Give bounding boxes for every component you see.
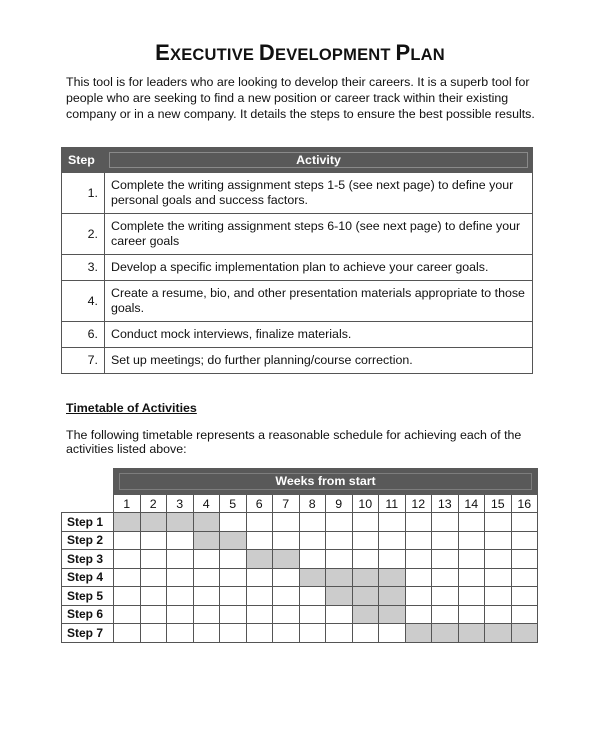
- schedule-cell: [485, 624, 512, 643]
- schedule-cell: [379, 587, 406, 606]
- schedule-cell: [458, 531, 485, 550]
- schedule-cell: [273, 624, 300, 643]
- schedule-cell: [167, 587, 194, 606]
- schedule-cell: [432, 624, 459, 643]
- schedule-cell: [326, 587, 353, 606]
- schedule-cell: [299, 568, 326, 587]
- schedule-cell: [326, 624, 353, 643]
- schedule-cell: [220, 513, 247, 532]
- schedule-cell: [485, 605, 512, 624]
- timetable-description: The following timetable represents a reasonable schedule for achieving each of the activities listed above:: [66, 428, 522, 456]
- schedule-cell: [299, 605, 326, 624]
- schedule-cell: [352, 550, 379, 569]
- week-number: 9: [326, 495, 353, 513]
- schedule-cell: [352, 568, 379, 587]
- step-number: 1.: [62, 173, 105, 214]
- schedule-cell: [140, 605, 167, 624]
- step-number: 7.: [62, 348, 105, 374]
- page-title: [0, 40, 600, 66]
- schedule-cell: [299, 550, 326, 569]
- activity-text: Conduct mock interviews, finalize materials.: [105, 322, 533, 348]
- schedule-cell: [246, 531, 273, 550]
- table-row: [62, 281, 533, 322]
- week-number: 12: [405, 495, 432, 513]
- schedule-cell: [405, 587, 432, 606]
- title-initial: E: [155, 40, 170, 65]
- schedule-cell: [167, 513, 194, 532]
- timetable-row: [62, 513, 538, 532]
- schedule-cell: [140, 568, 167, 587]
- schedule-cell: [485, 550, 512, 569]
- schedule-cell: [432, 550, 459, 569]
- week-number: 14: [458, 495, 485, 513]
- corner-cell: [62, 495, 114, 513]
- step-label: Step 3: [62, 550, 114, 569]
- timetable-row: [62, 531, 538, 550]
- schedule-cell: [114, 531, 141, 550]
- schedule-cell: [220, 624, 247, 643]
- schedule-cell: [458, 624, 485, 643]
- activity-text: Complete the writing assignment steps 1-5 (see next page) to define your personal goals and success factors.: [105, 173, 533, 214]
- schedule-cell: [379, 513, 406, 532]
- schedule-cell: [511, 550, 538, 569]
- table-row: [62, 348, 533, 374]
- step-label: Step 1: [62, 513, 114, 532]
- schedule-cell: [485, 531, 512, 550]
- week-number: 1: [114, 495, 141, 513]
- week-number: 10: [352, 495, 379, 513]
- title-rest: EVELOPMENT: [275, 46, 396, 64]
- schedule-cell: [167, 531, 194, 550]
- table-row: [62, 173, 533, 214]
- timetable-row: [62, 605, 538, 624]
- schedule-cell: [432, 587, 459, 606]
- week-number: 2: [140, 495, 167, 513]
- week-number: 13: [432, 495, 459, 513]
- step-label: Step 4: [62, 568, 114, 587]
- timetable-table: [61, 468, 538, 643]
- schedule-cell: [114, 568, 141, 587]
- schedule-cell: [220, 605, 247, 624]
- schedule-cell: [273, 513, 300, 532]
- schedule-cell: [167, 605, 194, 624]
- schedule-cell: [511, 531, 538, 550]
- schedule-cell: [193, 531, 220, 550]
- step-number: 2.: [62, 214, 105, 255]
- schedule-cell: [193, 624, 220, 643]
- schedule-cell: [379, 531, 406, 550]
- schedule-cell: [405, 550, 432, 569]
- schedule-cell: [140, 531, 167, 550]
- schedule-cell: [167, 550, 194, 569]
- schedule-cell: [246, 624, 273, 643]
- title-initial: D: [258, 40, 275, 65]
- schedule-cell: [246, 587, 273, 606]
- schedule-cell: [193, 568, 220, 587]
- timetable-heading: Timetable of Activities: [66, 401, 197, 415]
- schedule-cell: [114, 605, 141, 624]
- schedule-cell: [167, 568, 194, 587]
- schedule-cell: [114, 587, 141, 606]
- schedule-cell: [485, 513, 512, 532]
- schedule-cell: [352, 587, 379, 606]
- schedule-cell: [140, 624, 167, 643]
- schedule-cell: [140, 513, 167, 532]
- schedule-cell: [379, 550, 406, 569]
- title-rest: LAN: [410, 46, 445, 64]
- schedule-cell: [246, 550, 273, 569]
- schedule-cell: [140, 550, 167, 569]
- week-number: 6: [246, 495, 273, 513]
- week-number: 5: [220, 495, 247, 513]
- schedule-cell: [405, 568, 432, 587]
- schedule-cell: [114, 550, 141, 569]
- week-number: 16: [511, 495, 538, 513]
- corner-cell: [62, 469, 114, 495]
- intro-paragraph: This tool is for leaders who are looking to develop their careers. It is a superb tool for people who are seeking to find a new position or career track within their existing company or in a new company. It details the steps to ensure the best possible results.: [66, 75, 535, 121]
- schedule-cell: [485, 587, 512, 606]
- schedule-cell: [432, 568, 459, 587]
- schedule-cell: [352, 513, 379, 532]
- step-column-header: Step: [62, 148, 105, 173]
- schedule-cell: [246, 513, 273, 532]
- schedule-cell: [273, 550, 300, 569]
- schedule-cell: [432, 605, 459, 624]
- schedule-cell: [273, 531, 300, 550]
- activity-text: Set up meetings; do further planning/course correction.: [105, 348, 533, 374]
- schedule-cell: [458, 550, 485, 569]
- schedule-cell: [511, 624, 538, 643]
- schedule-cell: [458, 568, 485, 587]
- table-row: [62, 255, 533, 281]
- week-number: 3: [167, 495, 194, 513]
- activity-text: Create a resume, bio, and other presentation materials appropriate to those goals.: [105, 281, 533, 322]
- week-number: 15: [485, 495, 512, 513]
- week-number: 8: [299, 495, 326, 513]
- schedule-cell: [220, 550, 247, 569]
- step-number: 4.: [62, 281, 105, 322]
- week-number: 7: [273, 495, 300, 513]
- schedule-cell: [379, 605, 406, 624]
- schedule-cell: [405, 531, 432, 550]
- schedule-cell: [326, 605, 353, 624]
- schedule-cell: [511, 568, 538, 587]
- schedule-cell: [114, 624, 141, 643]
- schedule-cell: [193, 605, 220, 624]
- schedule-cell: [458, 587, 485, 606]
- schedule-cell: [273, 587, 300, 606]
- schedule-cell: [511, 513, 538, 532]
- schedule-cell: [458, 605, 485, 624]
- schedule-cell: [220, 568, 247, 587]
- step-label: Step 7: [62, 624, 114, 643]
- activity-column-header: Activity: [105, 148, 533, 173]
- schedule-cell: [352, 531, 379, 550]
- schedule-cell: [246, 605, 273, 624]
- step-number: 3.: [62, 255, 105, 281]
- schedule-cell: [246, 568, 273, 587]
- schedule-cell: [352, 624, 379, 643]
- schedule-cell: [405, 624, 432, 643]
- schedule-cell: [511, 605, 538, 624]
- schedule-cell: [193, 587, 220, 606]
- schedule-cell: [299, 531, 326, 550]
- schedule-cell: [167, 624, 194, 643]
- schedule-cell: [299, 513, 326, 532]
- week-number: 11: [379, 495, 406, 513]
- schedule-cell: [379, 568, 406, 587]
- schedule-cell: [140, 587, 167, 606]
- schedule-cell: [326, 513, 353, 532]
- schedule-cell: [273, 605, 300, 624]
- timetable-row: [62, 624, 538, 643]
- timetable-row: [62, 568, 538, 587]
- schedule-cell: [405, 513, 432, 532]
- schedule-cell: [299, 624, 326, 643]
- week-number: 4: [193, 495, 220, 513]
- schedule-cell: [352, 605, 379, 624]
- schedule-cell: [379, 624, 406, 643]
- table-row: [62, 322, 533, 348]
- schedule-cell: [193, 513, 220, 532]
- schedule-cell: [326, 531, 353, 550]
- weeks-header: Weeks from start: [114, 469, 538, 495]
- schedule-cell: [273, 568, 300, 587]
- schedule-cell: [432, 531, 459, 550]
- schedule-cell: [326, 550, 353, 569]
- table-row: [62, 214, 533, 255]
- schedule-cell: [405, 605, 432, 624]
- step-label: Step 6: [62, 605, 114, 624]
- step-label: Step 2: [62, 531, 114, 550]
- timetable-row: [62, 587, 538, 606]
- timetable-row: [62, 550, 538, 569]
- activity-text: Develop a specific implementation plan to achieve your career goals.: [105, 255, 533, 281]
- schedule-cell: [193, 550, 220, 569]
- step-label: Step 5: [62, 587, 114, 606]
- activity-text: Complete the writing assignment steps 6-10 (see next page) to define your career goals: [105, 214, 533, 255]
- week-number-row: [62, 495, 538, 513]
- schedule-cell: [220, 531, 247, 550]
- schedule-cell: [299, 587, 326, 606]
- title-rest: XECUTIVE: [170, 46, 259, 64]
- schedule-cell: [432, 513, 459, 532]
- plan-table: [61, 147, 533, 374]
- schedule-cell: [114, 513, 141, 532]
- schedule-cell: [511, 587, 538, 606]
- schedule-cell: [485, 568, 512, 587]
- title-initial: P: [395, 40, 411, 65]
- schedule-cell: [458, 513, 485, 532]
- schedule-cell: [326, 568, 353, 587]
- step-number: 6.: [62, 322, 105, 348]
- schedule-cell: [220, 587, 247, 606]
